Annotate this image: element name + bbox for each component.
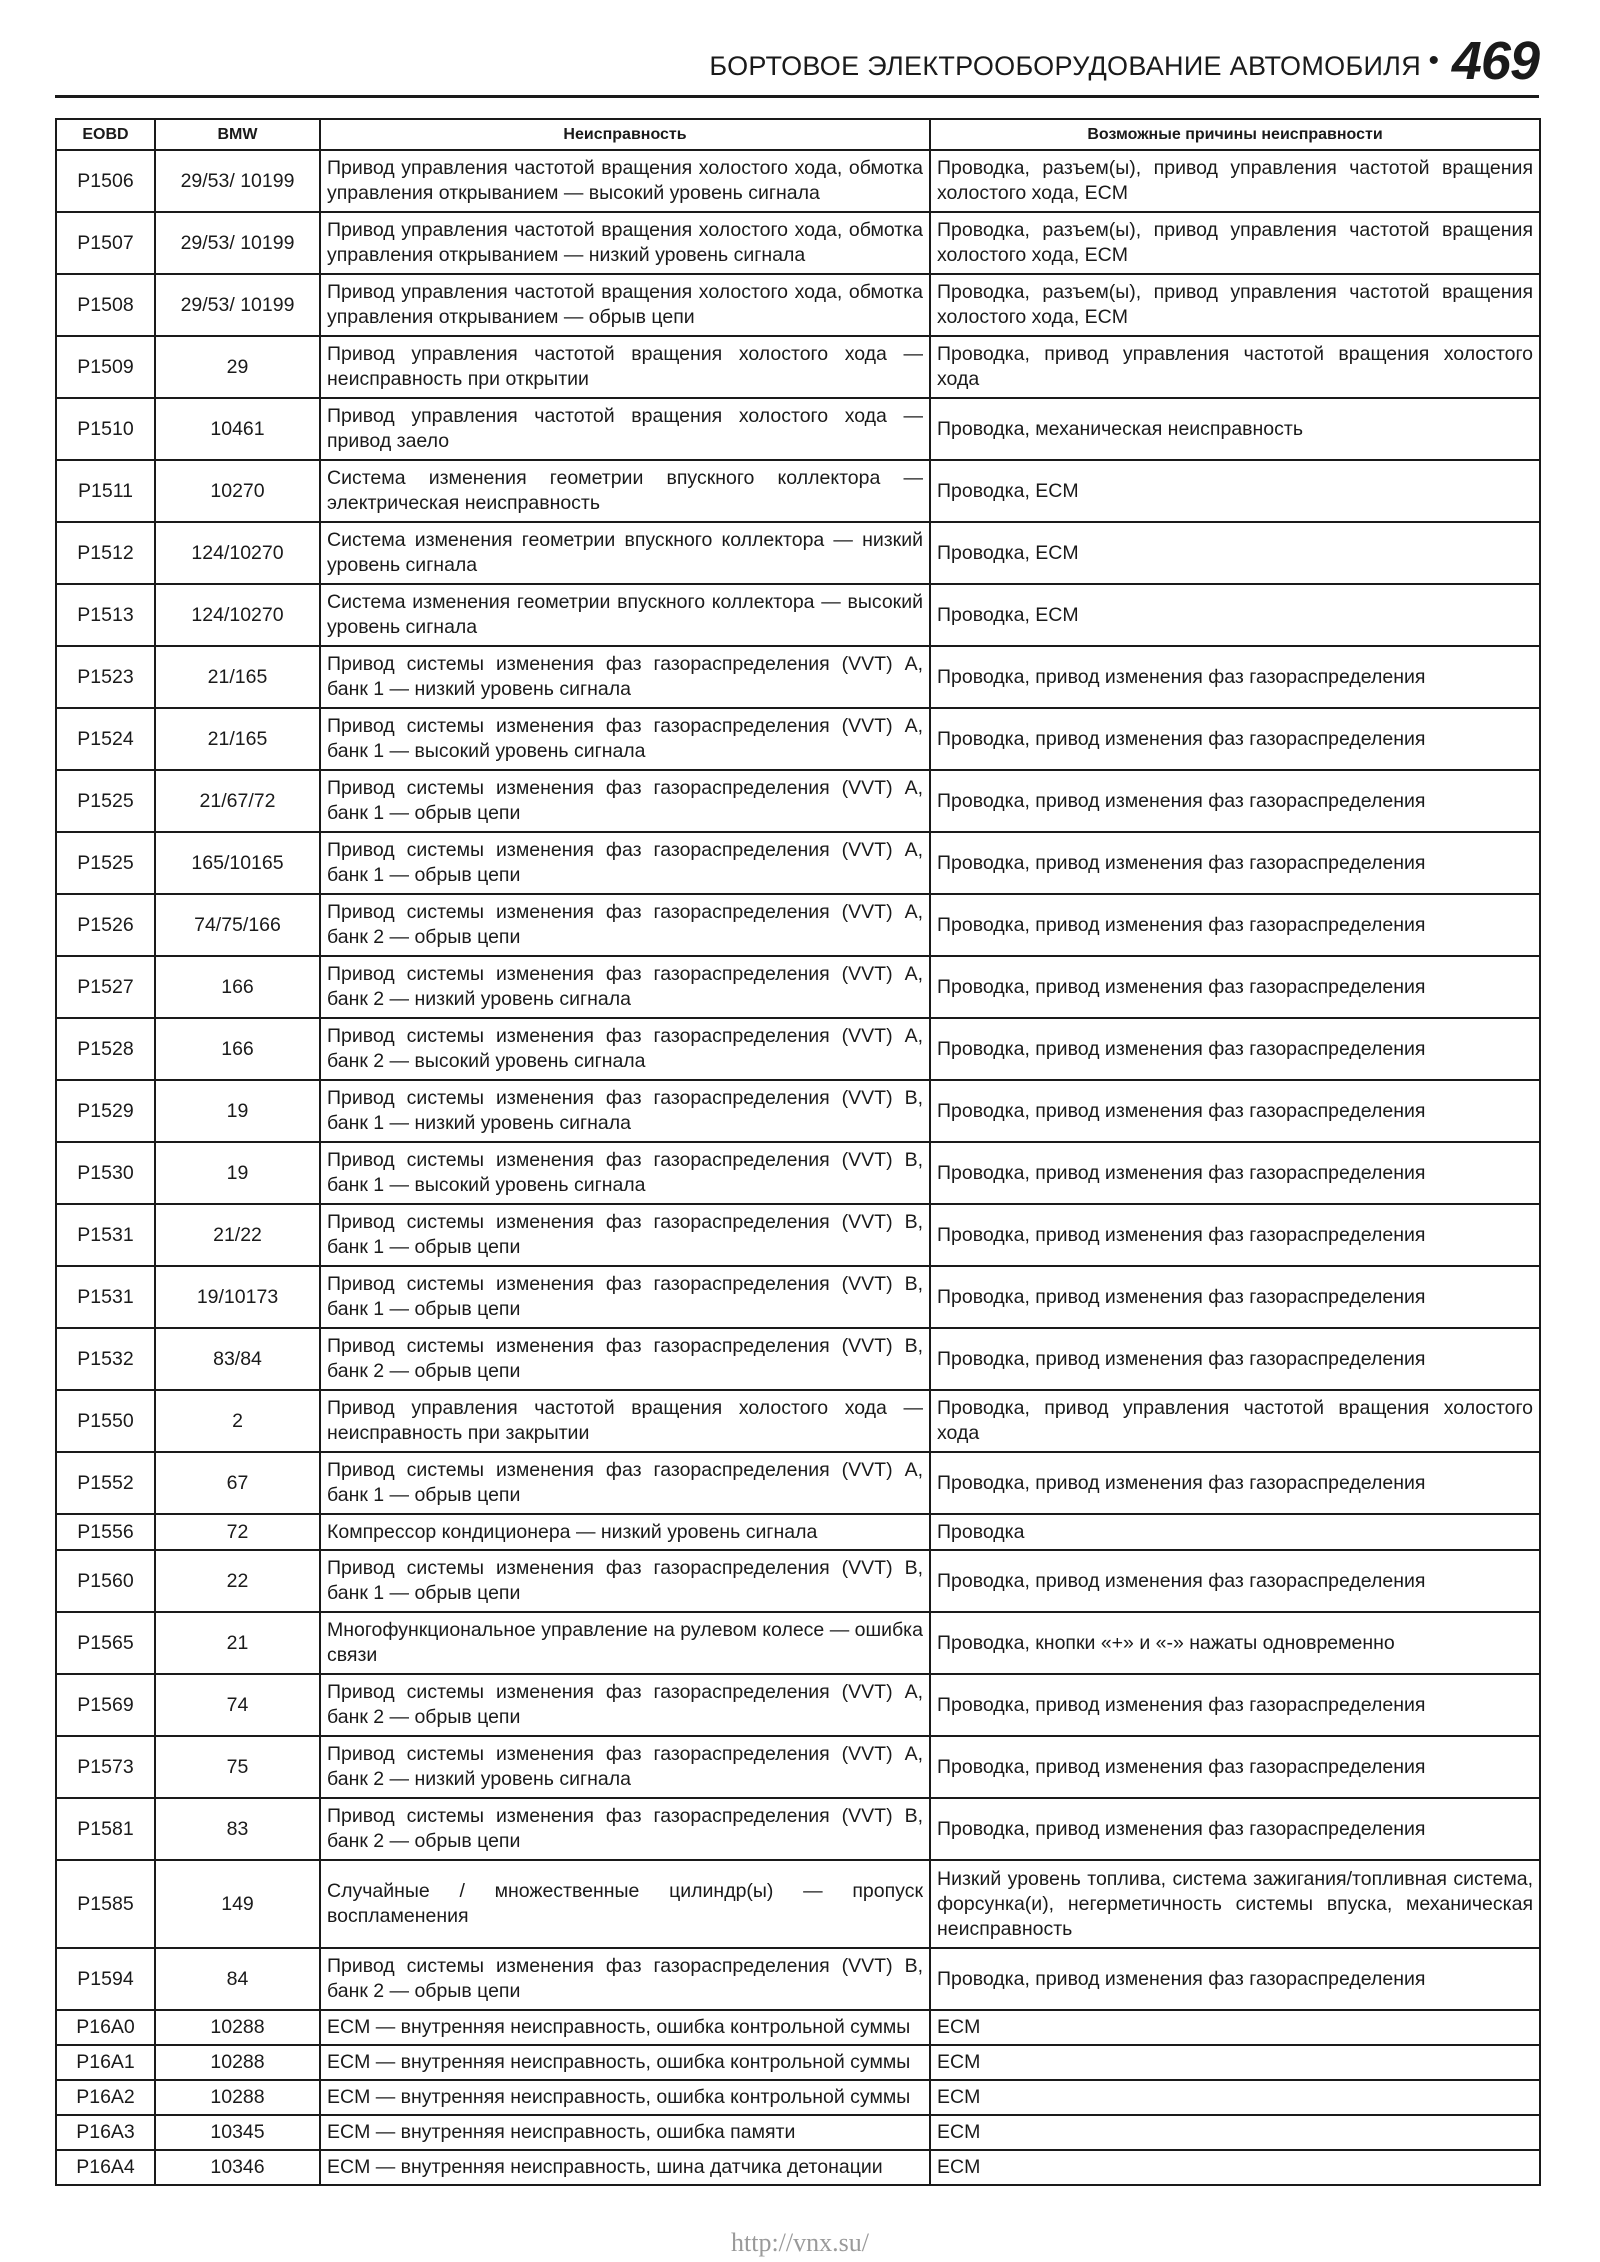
bmw-code-cell: 21 [155,1612,320,1674]
table-row [56,1860,1540,1948]
possible-causes-cell: Проводка, механическая неисправность [930,398,1540,460]
possible-causes-cell: Проводка, ECM [930,460,1540,522]
bmw-code-cell: 124/10270 [155,584,320,646]
fault-description-cell: Привод системы изменения фаз газораспределения (VVT) B, банк 1 — обрыв цепи [320,1266,930,1328]
possible-causes-cell: Проводка, привод управления частотой вращения холостого хода [930,336,1540,398]
header-divider [55,95,1539,98]
title-bullet: • [1428,44,1439,77]
possible-causes-cell: Проводка, привод изменения фаз газораспределения [930,1948,1540,2010]
column-header-bmw: BMW [155,119,320,150]
table-row [56,336,1540,398]
bmw-code-cell: 19 [155,1142,320,1204]
bmw-code-cell: 10346 [155,2150,320,2185]
table-row [56,2080,1540,2115]
fault-description-cell: Система изменения геометрии впускного коллектора — электрическая неисправность [320,460,930,522]
eobd-code-cell: P1532 [56,1328,155,1390]
page-header [55,28,1539,92]
possible-causes-cell: Проводка, ECM [930,522,1540,584]
eobd-code-cell: P1507 [56,212,155,274]
column-header-eobd: EOBD [56,119,155,150]
bmw-code-cell: 2 [155,1390,320,1452]
column-header-cause: Возможные причины неисправности [930,119,1540,150]
possible-causes-cell: Проводка, ECM [930,584,1540,646]
bmw-code-cell: 166 [155,956,320,1018]
page-number: 469 [1451,31,1539,91]
eobd-code-cell: P1525 [56,770,155,832]
eobd-code-cell: P1526 [56,894,155,956]
fault-description-cell: ECM — внутренняя неисправность, ошибка контрольной суммы [320,2010,930,2045]
possible-causes-cell: Проводка, кнопки «+» и «-» нажаты одновременно [930,1612,1540,1674]
bmw-code-cell: 83/84 [155,1328,320,1390]
table-row [56,1142,1540,1204]
bmw-code-cell: 84 [155,1948,320,2010]
fault-description-cell: Привод системы изменения фаз газораспределения (VVT) A, банк 1 — низкий уровень сигнала [320,646,930,708]
eobd-code-cell: P1552 [56,1452,155,1514]
bmw-code-cell: 10461 [155,398,320,460]
possible-causes-cell: ECM [930,2010,1540,2045]
table-row [56,956,1540,1018]
eobd-code-cell: P16A3 [56,2115,155,2150]
table-row [56,274,1540,336]
bmw-code-cell: 74/75/166 [155,894,320,956]
eobd-code-cell: P1528 [56,1018,155,1080]
fault-description-cell: Привод системы изменения фаз газораспределения (VVT) A, банк 2 — высокий уровень сигнала [320,1018,930,1080]
bmw-code-cell: 124/10270 [155,522,320,584]
eobd-code-cell: P1556 [56,1514,155,1550]
fault-description-cell: Случайные / множественные цилиндр(ы) — пропуск воспламенения [320,1860,930,1948]
eobd-code-cell: P1530 [56,1142,155,1204]
table-row [56,1550,1540,1612]
column-header-fault: Неисправность [320,119,930,150]
fault-description-cell: Привод управления частотой вращения холостого хода — неисправность при открытии [320,336,930,398]
table-row [56,2045,1540,2080]
bmw-code-cell: 19/10173 [155,1266,320,1328]
page-title: БОРТОВОЕ ЭЛЕКТРООБОРУДОВАНИЕ АВТОМОБИЛЯ [709,51,1421,81]
eobd-code-cell: P1569 [56,1674,155,1736]
bmw-code-cell: 21/22 [155,1204,320,1266]
fault-description-cell: Привод системы изменения фаз газораспределения (VVT) A, банк 1 — высокий уровень сигнала [320,708,930,770]
fault-description-cell: Система изменения геометрии впускного коллектора — высокий уровень сигнала [320,584,930,646]
fault-description-cell: Многофункциональное управление на рулевом колесе — ошибка связи [320,1612,930,1674]
eobd-code-cell: P1550 [56,1390,155,1452]
fault-description-cell: Привод системы изменения фаз газораспределения (VVT) A, банк 1 — обрыв цепи [320,770,930,832]
possible-causes-cell: Проводка, привод изменения фаз газораспределения [930,1266,1540,1328]
fault-code-table-container [55,118,1539,2186]
fault-description-cell: Привод управления частотой вращения холостого хода, обмотка управления открыванием — низкий уровень сигнала [320,212,930,274]
eobd-code-cell: P1531 [56,1204,155,1266]
eobd-code-cell: P1506 [56,150,155,212]
eobd-code-cell: P1509 [56,336,155,398]
bmw-code-cell: 29/53/ 10199 [155,150,320,212]
table-row [56,212,1540,274]
eobd-code-cell: P1573 [56,1736,155,1798]
possible-causes-cell: Проводка, привод управления частотой вращения холостого хода [930,1390,1540,1452]
fault-description-cell: Привод системы изменения фаз газораспределения (VVT) B, банк 2 — обрыв цепи [320,1328,930,1390]
bmw-code-cell: 10288 [155,2080,320,2115]
fault-description-cell: Привод системы изменения фаз газораспределения (VVT) A, банк 1 — обрыв цепи [320,1452,930,1514]
table-row [56,1452,1540,1514]
bmw-code-cell: 67 [155,1452,320,1514]
fault-description-cell: Привод системы изменения фаз газораспределения (VVT) A, банк 2 — обрыв цепи [320,894,930,956]
eobd-code-cell: P1581 [56,1798,155,1860]
fault-description-cell: Привод системы изменения фаз газораспределения (VVT) B, банк 2 — обрыв цепи [320,1948,930,2010]
eobd-code-cell: P16A1 [56,2045,155,2080]
possible-causes-cell: ECM [930,2080,1540,2115]
fault-description-cell: Привод системы изменения фаз газораспределения (VVT) B, банк 2 — обрыв цепи [320,1798,930,1860]
table-row [56,1080,1540,1142]
possible-causes-cell: Проводка, привод изменения фаз газораспределения [930,1798,1540,1860]
fault-description-cell: ECM — внутренняя неисправность, ошибка контрольной суммы [320,2045,930,2080]
possible-causes-cell: ECM [930,2045,1540,2080]
possible-causes-cell: Низкий уровень топлива, система зажигания/топливная система, форсунка(и), негерметичность системы впуска, механическая неисправность [930,1860,1540,1948]
eobd-code-cell: P1523 [56,646,155,708]
bmw-code-cell: 29/53/ 10199 [155,212,320,274]
possible-causes-cell: Проводка, привод изменения фаз газораспределения [930,770,1540,832]
eobd-code-cell: P1527 [56,956,155,1018]
eobd-code-cell: P1560 [56,1550,155,1612]
possible-causes-cell: Проводка, привод изменения фаз газораспределения [930,1204,1540,1266]
possible-causes-cell: Проводка, разъем(ы), привод управления частотой вращения холостого хода, ECM [930,150,1540,212]
table-row [56,1612,1540,1674]
eobd-code-cell: P1512 [56,522,155,584]
fault-description-cell: Привод системы изменения фаз газораспределения (VVT) A, банк 2 — обрыв цепи [320,1674,930,1736]
eobd-code-cell: P1594 [56,1948,155,2010]
bmw-code-cell: 166 [155,1018,320,1080]
table-row [56,1514,1540,1550]
possible-causes-cell: Проводка, привод изменения фаз газораспределения [930,956,1540,1018]
table-row [56,832,1540,894]
possible-causes-cell: Проводка, разъем(ы), привод управления частотой вращения холостого хода, ECM [930,212,1540,274]
bmw-code-cell: 29/53/ 10199 [155,274,320,336]
table-row [56,1204,1540,1266]
fault-description-cell: Привод системы изменения фаз газораспределения (VVT) B, банк 1 — обрыв цепи [320,1204,930,1266]
bmw-code-cell: 149 [155,1860,320,1948]
table-row [56,1798,1540,1860]
table-row [56,398,1540,460]
eobd-code-cell: P1529 [56,1080,155,1142]
table-row [56,770,1540,832]
bmw-code-cell: 21/67/72 [155,770,320,832]
fault-description-cell: Привод системы изменения фаз газораспределения (VVT) A, банк 2 — низкий уровень сигнала [320,1736,930,1798]
eobd-code-cell: P1508 [56,274,155,336]
bmw-code-cell: 21/165 [155,708,320,770]
possible-causes-cell: Проводка, привод изменения фаз газораспределения [930,1018,1540,1080]
bmw-code-cell: 21/165 [155,646,320,708]
table-row [56,1736,1540,1798]
bmw-code-cell: 10288 [155,2010,320,2045]
fault-description-cell: Привод управления частотой вращения холостого хода, обмотка управления открыванием — обрыв цепи [320,274,930,336]
possible-causes-cell: Проводка, привод изменения фаз газораспределения [930,1674,1540,1736]
fault-description-cell: Привод системы изменения фаз газораспределения (VVT) A, банк 2 — низкий уровень сигнала [320,956,930,1018]
possible-causes-cell: Проводка, привод изменения фаз газораспределения [930,1328,1540,1390]
possible-causes-cell: Проводка, разъем(ы), привод управления частотой вращения холостого хода, ECM [930,274,1540,336]
table-row [56,2010,1540,2045]
table-row [56,1266,1540,1328]
table-row [56,2150,1540,2185]
eobd-code-cell: P16A0 [56,2010,155,2045]
possible-causes-cell: Проводка, привод изменения фаз газораспределения [930,1550,1540,1612]
fault-description-cell: ECM — внутренняя неисправность, ошибка контрольной суммы [320,2080,930,2115]
fault-description-cell: Привод системы изменения фаз газораспределения (VVT) B, банк 1 — обрыв цепи [320,1550,930,1612]
possible-causes-cell: Проводка, привод изменения фаз газораспределения [930,646,1540,708]
table-body [56,150,1540,2185]
possible-causes-cell: Проводка, привод изменения фаз газораспределения [930,1736,1540,1798]
bmw-code-cell: 165/10165 [155,832,320,894]
table-row [56,1390,1540,1452]
possible-causes-cell: Проводка, привод изменения фаз газораспределения [930,1142,1540,1204]
fault-description-cell: Привод управления частотой вращения холостого хода — привод заело [320,398,930,460]
bmw-code-cell: 10288 [155,2045,320,2080]
bmw-code-cell: 10270 [155,460,320,522]
table-row [56,2115,1540,2150]
table-row [56,1328,1540,1390]
eobd-code-cell: P16A2 [56,2080,155,2115]
possible-causes-cell: ECM [930,2150,1540,2185]
fault-description-cell: Привод системы изменения фаз газораспределения (VVT) B, банк 1 — низкий уровень сигнала [320,1080,930,1142]
table-row [56,522,1540,584]
bmw-code-cell: 19 [155,1080,320,1142]
fault-description-cell: Система изменения геометрии впускного коллектора — низкий уровень сигнала [320,522,930,584]
fault-description-cell: Компрессор кондиционера — низкий уровень сигнала [320,1514,930,1550]
table-row [56,1018,1540,1080]
eobd-code-cell: P1525 [56,832,155,894]
bmw-code-cell: 10345 [155,2115,320,2150]
possible-causes-cell: Проводка, привод изменения фаз газораспределения [930,894,1540,956]
fault-description-cell: Привод управления частотой вращения холостого хода — неисправность при закрытии [320,1390,930,1452]
fault-description-cell: Привод управления частотой вращения холостого хода, обмотка управления открыванием — высокий уровень сигнала [320,150,930,212]
eobd-code-cell: P1531 [56,1266,155,1328]
table-row [56,584,1540,646]
bmw-code-cell: 75 [155,1736,320,1798]
bmw-code-cell: 72 [155,1514,320,1550]
table-row [56,708,1540,770]
bmw-code-cell: 22 [155,1550,320,1612]
possible-causes-cell: Проводка, привод изменения фаз газораспределения [930,832,1540,894]
table-header-row [56,119,1540,150]
bmw-code-cell: 83 [155,1798,320,1860]
possible-causes-cell: Проводка, привод изменения фаз газораспределения [930,1452,1540,1514]
possible-causes-cell: Проводка [930,1514,1540,1550]
table-row [56,1674,1540,1736]
eobd-code-cell: P1513 [56,584,155,646]
bmw-code-cell: 29 [155,336,320,398]
eobd-code-cell: P1565 [56,1612,155,1674]
possible-causes-cell: ECM [930,2115,1540,2150]
table-row [56,150,1540,212]
eobd-code-cell: P16A4 [56,2150,155,2185]
footer-watermark: http://vnx.su/ [731,2228,869,2257]
bmw-code-cell: 74 [155,1674,320,1736]
eobd-code-cell: P1511 [56,460,155,522]
fault-description-cell: Привод системы изменения фаз газораспределения (VVT) A, банк 1 — обрыв цепи [320,832,930,894]
eobd-code-cell: P1524 [56,708,155,770]
eobd-code-cell: P1585 [56,1860,155,1948]
fault-description-cell: ECM — внутренняя неисправность, шина датчика детонации [320,2150,930,2185]
fault-code-table [55,118,1541,2186]
possible-causes-cell: Проводка, привод изменения фаз газораспределения [930,1080,1540,1142]
fault-description-cell: Привод системы изменения фаз газораспределения (VVT) B, банк 1 — высокий уровень сигнала [320,1142,930,1204]
table-row [56,894,1540,956]
table-row [56,1948,1540,2010]
possible-causes-cell: Проводка, привод изменения фаз газораспределения [930,708,1540,770]
eobd-code-cell: P1510 [56,398,155,460]
fault-description-cell: ECM — внутренняя неисправность, ошибка памяти [320,2115,930,2150]
table-row [56,646,1540,708]
table-row [56,460,1540,522]
